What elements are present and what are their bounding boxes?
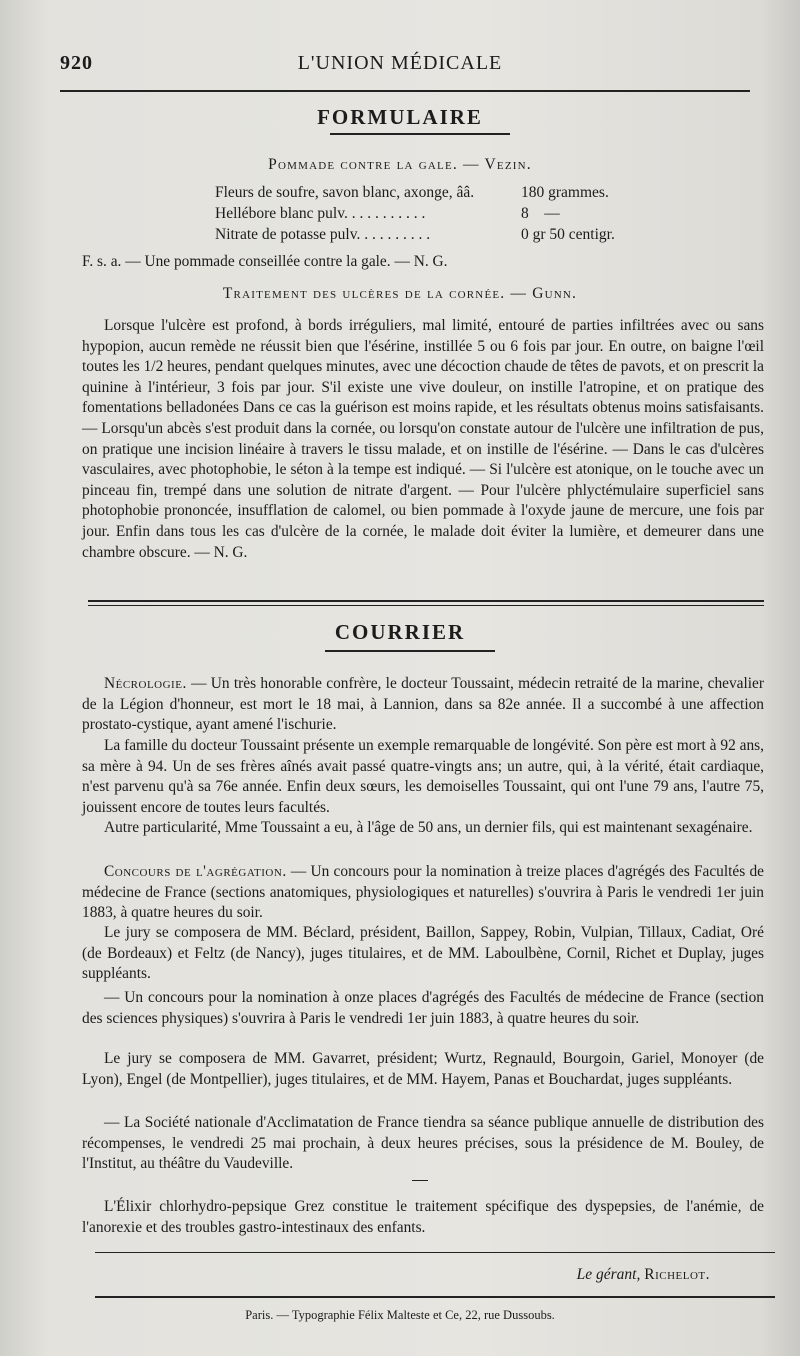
necrologie-paragraph [82,674,764,736]
ingredient-qty: 0 gr 50 centigr. [521,226,615,243]
recipe1-note: F. s. a. — Une pommade conseillée contre la gale. — N. G. [82,253,448,270]
ingredient-row [215,182,735,203]
courrier-title-underline [325,650,495,652]
ingredient-qty: 180 grammes. [521,184,609,201]
header-rule [60,90,750,92]
ingredient-row [215,224,735,245]
formulaire-title: FORMULAIRE [317,105,483,129]
concours2-paragraph: — Un concours pour la nomination à onze places d'agrégés des Facultés de médecine de France (section des sciences physiques) s'ouvrira à Paris le vendredi 1er juin 1883, à quatre heures du soir. [82,989,764,1027]
journal-title: L'UNION MÉDICALE [297,52,503,74]
concours-text: — Un concours pour la nomination à treize places d'agrégés des Facultés de médecine de France (sections anatomiques, physiologiques et naturelles) s'ouvrira à Paris le vendredi 1er juin 1883, à quatre heures du soir. [82,863,764,922]
ingredient-name: Hellébore blanc pulv. . . . . . . . . . . [215,205,426,222]
recipe1-title: Pommade contre la gale. — Vezin. [268,156,532,173]
signature [82,1266,710,1284]
necrologie-family-paragraph: La famille du docteur Toussaint présente un exemple remarquable de longévité. Son père est mort à 92 ans, sa mère à 94. Un de ses frères aînés avait passé quatre-vingts ans; un autre, qui, à la vérité, était cardiaque, n'est parvenu qu'à sa 76e année. Enfin deux sœurs, les demoiselles Toussaint, qui ont l'une 79 ans, l'autre 75, jouissent encore de toutes leurs facultés. [82,737,764,816]
necrologie-particularite-paragraph: Autre particularité, Mme Toussaint a eu, à l'âge de 50 ans, un dernier fils, qui est maintenant sexagénaire. [104,819,753,836]
signature-role: Le gérant, [576,1266,641,1283]
page-header [60,52,740,82]
necrologie-text: — Un très honorable confrère, le docteur Toussaint, médecin retraité de la marine, chevalier de la Légion d'honneur, est mort le 18 mai, à Lannion, dans sa 82e année. Il a succombé à une affection prostato-cystique, ayant amené l'ischurie. [82,675,764,734]
necrologie-label: Nécrologie. [104,675,187,692]
recipe2-title: Traitement des ulcères de la cornée. — Gunn. [222,285,578,302]
section-divider-bottom [88,605,764,606]
short-divider [412,1180,428,1181]
elixir-paragraph: L'Élixir chlorhydro-pepsique Grez constitue le traitement spécifique des dyspepsies, de l'anémie, de l'anorexie et des troubles gastro-intestinaux des enfants. [82,1198,764,1236]
ingredient-name: Nitrate de potasse pulv. . . . . . . . . . [215,226,431,243]
recipe1-ingredients [215,182,735,245]
footer-imprint: Paris. — Typographie Félix Malteste et Ce, 22, rue Dussoubs. [245,1308,555,1322]
acclimatation-paragraph: — La Société nationale d'Acclimatation de France tiendra sa séance publique annuelle de distribution des récompenses, le vendredi 25 mai prochain, à deux heures précises, sous la présidence de M. Bouley, de l'Institut, au théâtre du Vaudeville. [82,1114,764,1173]
ingredient-name: Fleurs de soufre, savon blanc, axonge, ââ. [215,184,475,201]
courrier-title: COURRIER [334,620,466,644]
concours-paragraph [82,862,764,924]
jury1-paragraph: Le jury se composera de MM. Béclard, président, Baillon, Sappey, Robin, Vulpian, Tillaux, Cadiat, Oré (de Bordeaux) et Feltz (de Nancy), juges titulaires, et de MM. Laboulbène, Cornil, Richet et Duplay, juges suppléants. [82,924,764,983]
section-divider-top [88,600,764,602]
concours-label: Concours de l'agrégation. [104,863,287,880]
ingredient-qty: 8 — [521,205,560,222]
signature-name: Richelot. [644,1266,710,1283]
footer-rule [95,1296,775,1298]
jury2-paragraph: Le jury se composera de MM. Gavarret, président; Wurtz, Regnauld, Bourgoin, Gariel, Monoyer (de Lyon), Engel (de Montpellier), juges titulaires, et de MM. Hayem, Panas et Bouchardat, juges suppléants. [82,1050,764,1088]
signature-rule [95,1252,775,1253]
ingredient-row [215,203,735,224]
formulaire-title-underline [330,133,510,135]
recipe2-text: Lorsque l'ulcère est profond, à bords irréguliers, mal limité, entouré de parties infiltrées avec ou sans hypopion, aucun remède ne réussit bien que l'ésérine, instillée 5 ou 6 fois par jour. En outre, on baigne l'œil toutes les 1/2 heures, pendant quelques minutes, avec une décoction chaude de têtes de pavots, et on prescrit la quinine à l'intérieur, 3 fois par jour. S'il existe une vive douleur, on instille l'atropine, et on pratique des fomentations belladonées Dans ce cas la guérison est moins rapide, et les résultats obtenus moins satisfaisants. — Lorsqu'un abcès s'est produit dans la cornée, ou lorsqu'on constate autour de l'ulcère une infiltration de pus, on pratique une incision linéaire à travers le tissu malade, et on instille de l'ésérine. — Dans le cas d'ulcères vasculaires, avec photophobie, le séton à la tempe est indiqué. — Si l'ulcère est atonique, on le touche avec un pinceau fin, trempé dans une solution de nitrate d'argent. — Pour l'ulcère phlyctémulaire superficiel sans photophobie prononcée, insufflation de calomel, ou bien pommade à l'oxyde jaune de mercure, une fois par jour. Enfin dans tous les cas d'ulcère de la cornée, le malade doit éviter la lumière, et demeurer dans une chambre obscure. — N. G. [82,317,764,561]
page-number: 920 [60,52,93,74]
